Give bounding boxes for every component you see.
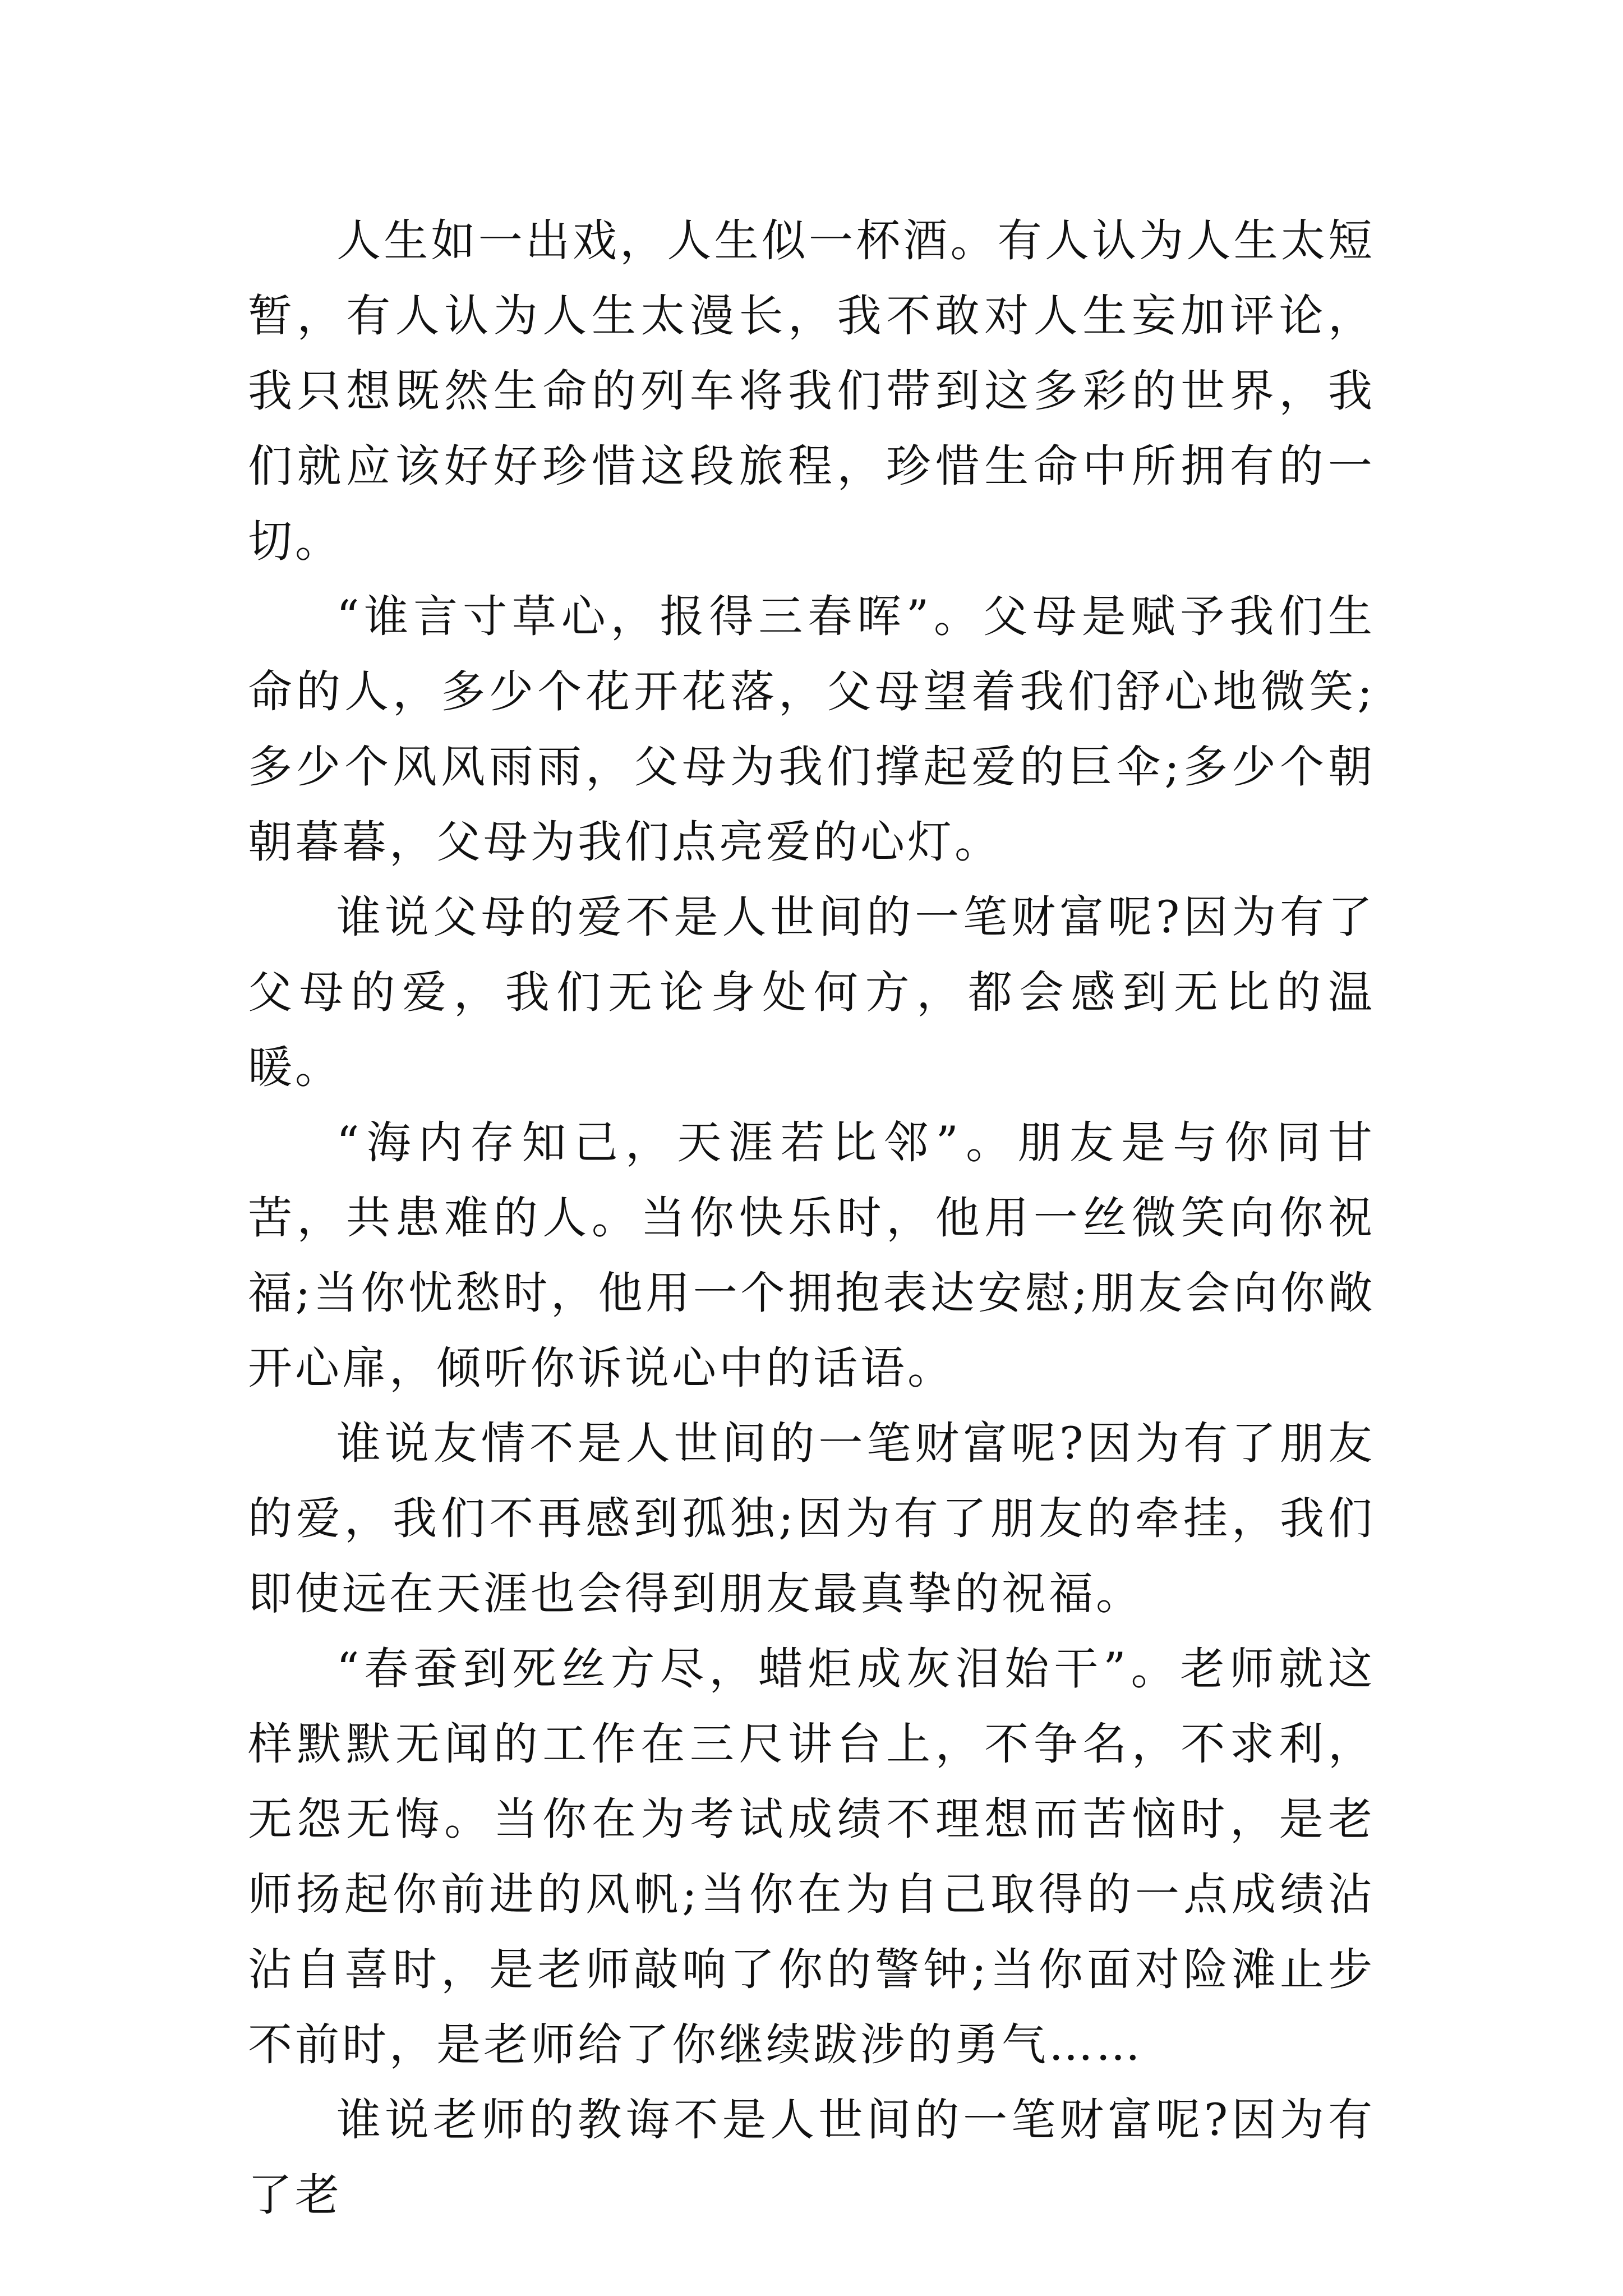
paragraph-1: 人生如一出戏，人生似一杯酒。有人认为人生太短暂，有人认为人生太漫长，我不敢对人生妄加评论，我只想既然生命的列车将我们带到这多彩的世界，我们就应该好好珍惜这段旅程，珍惜生命中所拥有的一切。: [248, 215, 1375, 567]
paragraph-6: “春蚕到死丝方尽，蜡炬成灰泪始干”。老师就这样默默无闻的工作在三尺讲台上，不争名，不求利，无怨无悔。当你在为考试成绩不理想而苦恼时，是老师扬起你前进的风帆;当你在为自己取得的一点成绩沾沾自喜时，是老师敲响了你的警钟;当你面对险滩止步不前时，是老师给了你继续跋涉的勇气……: [248, 1643, 1375, 2070]
document-body: [248, 203, 1375, 2233]
paragraph-2: “谁言寸草心，报得三春晖”。父母是赋予我们生命的人，多少个花开花落，父母望着我们舒心地微笑;多少个风风雨雨，父母为我们撑起爱的巨伞;多少个朝朝暮暮，父母为我们点亮爱的心灯。: [248, 591, 1375, 868]
paragraph-3: 谁说父母的爱不是人世间的一笔财富呢?因为有了父母的爱，我们无论身处何方，都会感到无比的温暖。: [248, 891, 1375, 1093]
paragraph-4: “海内存知己，天涯若比邻”。朋友是与你同甘苦，共患难的人。当你快乐时，他用一丝微笑向你祝福;当你忧愁时，他用一个拥抱表达安慰;朋友会向你敞开心扉，倾听你诉说心中的话语。: [248, 1117, 1375, 1394]
paragraph-5: 谁说友情不是人世间的一笔财富呢?因为有了朋友的爱，我们不再感到孤独;因为有了朋友的牵挂，我们即使远在天涯也会得到朋友最真挚的祝福。: [248, 1418, 1375, 1619]
paragraph-7: 谁说老师的教诲不是人世间的一笔财富呢?因为有了老: [248, 2094, 1375, 2221]
